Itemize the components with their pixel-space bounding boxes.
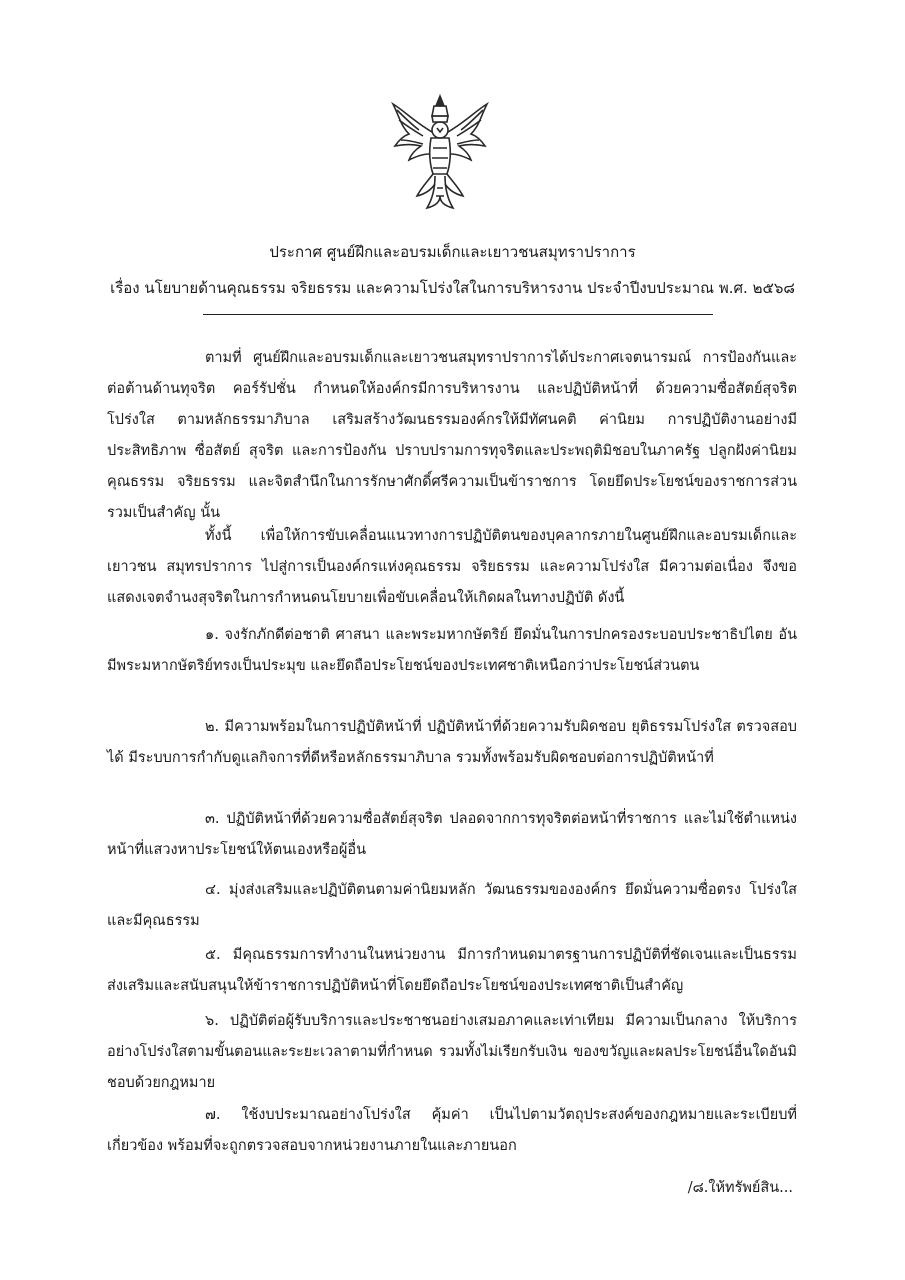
policy-item-3 (107, 804, 797, 866)
policy-item-text: ๑. จงรักภักดีต่อชาติ ศาสนา และพระมหากษัตริย์ ยึดมั่นในการปกครองระบอบประชาธิปไตย อันมีพระมหากษัตริย์ทรงเป็นประมุข และยึดถือประโยชน์ของประเทศชาติเหนือกว่าประโยชน์ส่วนตน (107, 627, 797, 674)
policy-item-text: ๕. มีคุณธรรมการทำงานในหน่วยงาน มีการกำหนดมาตรฐานการปฏิบัติที่ชัดเจนและเป็นธรรมส่งเสริมและสนับสนุนให้ข้าราชการปฏิบัติหน้าที่โดยยึดถือประโยชน์ของประเทศชาติเป็นสำคัญ (107, 947, 797, 994)
policy-item-text: ๖. ปฏิบัติต่อผู้รับบริการและประชาชนอย่างเสมอภาคและเท่าเทียม มีความเป็นกลาง ให้บริการอย่างโปร่งใสตามขั้นตอนและระยะเวลาตามที่กำหนด รวมทั้งไม่เรียกรับเงิน ของขวัญและผลประโยชน์อื่นใดอันมิชอบด้วยกฎหมาย (107, 1013, 797, 1091)
policy-item-text: ๗. ใช้งบประมาณอย่างโปร่งใส คุ้มค่า เป็นไปตามวัตถุประสงค์ของกฎหมายและระเบียบที่เกี่ยวข้อง พร้อมที่จะถูกตรวจสอบจากหน่วยงานภายในและภายนอก (107, 1107, 797, 1154)
policy-item-6 (107, 1006, 797, 1099)
policy-item-5 (107, 940, 797, 1002)
policy-item-7 (107, 1100, 797, 1162)
header-divider (203, 314, 713, 315)
policy-item-2 (107, 712, 797, 774)
policy-item-4 (107, 875, 797, 937)
policy-item-text: ๒. มีความพร้อมในการปฏิบัติหน้าที่ ปฏิบัติหน้าที่ด้วยความรับผิดชอบ ยุติธรรมโปร่งใส ตรวจสอบได้ มีระบบการกำกับดูแลกิจการที่ดีหรือหลักธรรมาภิบาล รวมทั้งพร้อมรับผิดชอบต่อการปฏิบัติหน้าที่ (107, 719, 797, 766)
paragraph-text: ทั้งนี้ เพื่อให้การขับเคลื่อนแนวทางการปฏิบัติตนของบุคลากรภายในศูนย์ฝึกและอบรมเด็กและเยาวชน สมุทรปราการ ไปสู่การเป็นองค์กรแห่งคุณธรรม จริยธรรม และความโปร่งใส มีความต่อเนื่อง จึงขอแสดงเจตจำนงสุจริตในการกำหนดนโยบายเพื่อขับเคลื่อนให้เกิดผลในทางปฏิบัติ ดังนี้ (107, 528, 797, 606)
garuda-emblem-icon (385, 92, 495, 212)
paragraph-text: ตามที่ ศูนย์ฝึกและอบรมเด็กและเยาวชนสมุทราปราการได้ประกาศเจตนารมณ์ การป้องกันและต่อต้านด้านทุจริต คอร์รัปชั่น กำหนดให้องค์กรมีการบริหารงาน และปฏิบัติหน้าที่ ด้วยความซื่อสัตย์สุจริต โปร่งใส ตามหลักธรรมาภิบาล เสริมสร้างวัฒนธรรมองค์กรให้มีทัศนคติ ค่านิยม การปฏิบัติงานอย่างมีประสิทธิภาพ ซื่อสัตย์ สุจริต และการป้องกัน ปราบปรามการทุจริตและประพฤติมิชอบในภาครัฐ ปลูกฝังค่านิยมคุณธรรม จริยธรรม และจิตสำนึกในการรักษาศักดิ์ศรีความเป็นข้าราชการ โดยยึดประโยชน์ของราชการส่วนรวมเป็นสำคัญ นั้น (107, 350, 797, 521)
continuation-note: /๘.ให้ทรัพย์สิน... (687, 1180, 793, 1196)
announcement-title: ประกาศ ศูนย์ฝึกและอบรมเด็กและเยาวชนสมุทราปราการ (269, 243, 636, 261)
policy-item-text: ๓. ปฏิบัติหน้าที่ด้วยความซื่อสัตย์สุจริต ปลอดจากการทุจริตต่อหน้าที่ราชการ และไม่ใช้ตำแหน่งหน้าที่แสวงหาประโยชน์ให้ตนเองหรือผู้อื่น (107, 811, 797, 858)
intro-paragraph-2 (107, 521, 797, 614)
policy-item-1 (107, 620, 797, 682)
announcement-subject: เรื่อง นโยบายด้านคุณธรรม จริยธรรม และความโปร่งใสในการบริหารงาน ประจำปีงบประมาณ พ.ศ. ๒๕๖๘ (110, 279, 795, 297)
policy-item-text: ๔. มุ่งส่งเสริมและปฏิบัติตนตามค่านิยมหลัก วัฒนธรรมขององค์กร ยึดมั่นความซื่อตรง โปร่งใสและมีคุณธรรม (107, 882, 797, 929)
intro-paragraph-1 (107, 343, 797, 529)
